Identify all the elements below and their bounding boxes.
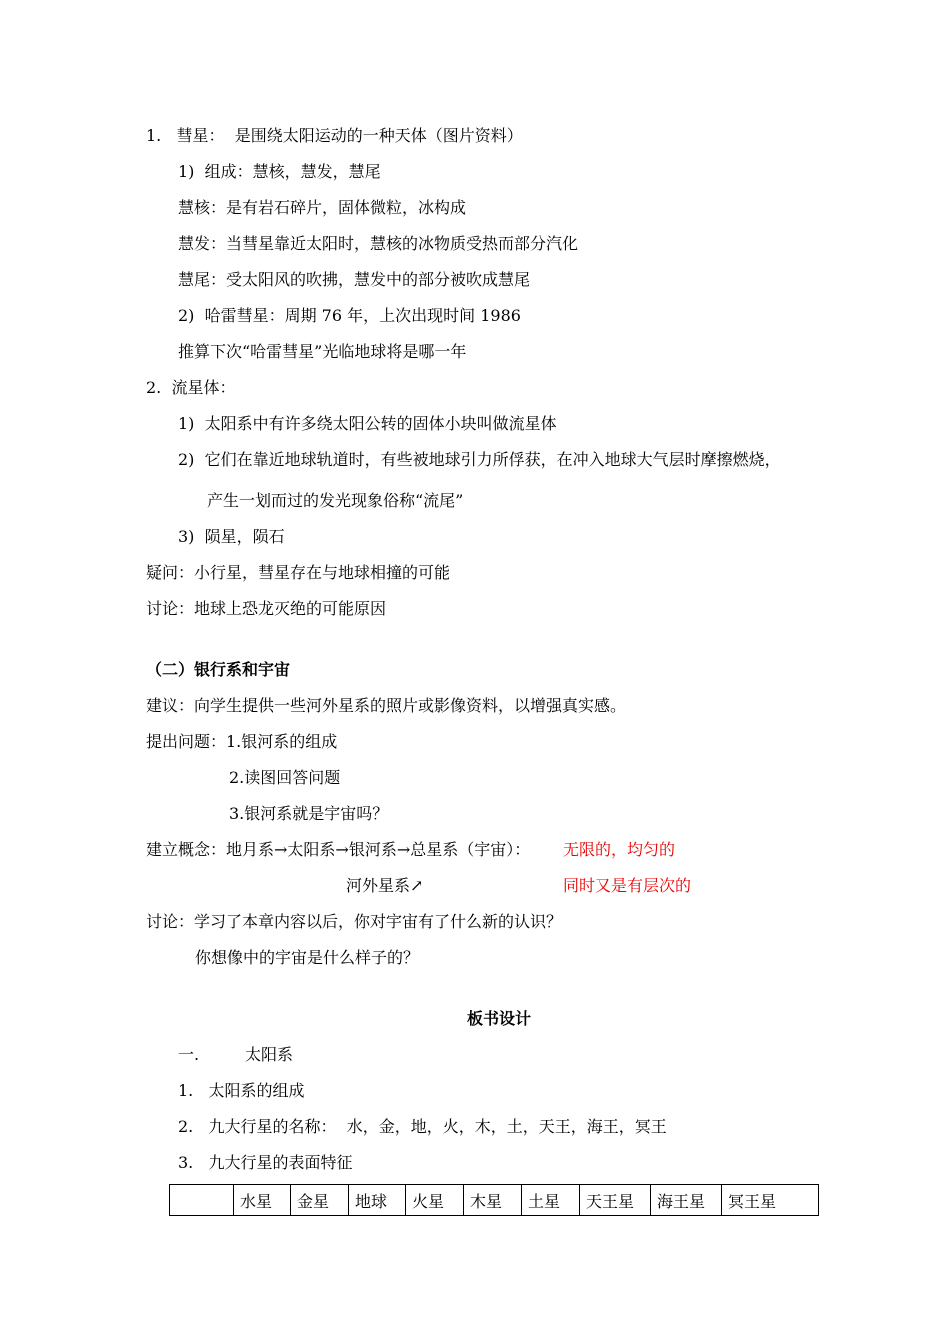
meteoroid-heading: 2. 流星体： [146,378,236,397]
extragalactic-label: 河外星系↗ [346,876,424,895]
discussion-text: 讨论：地球上恐龙灭绝的可能原因 [146,599,387,618]
discussion-2: 讨论：学习了本章内容以后，你对宇宙有了什么新的认识？ [146,912,563,931]
board-item-3: 3. 九大行星的表面特征 [178,1153,353,1172]
concept-text: 建立概念：地月系→太阳系→银河系→总星系（宇宙）： [146,840,531,859]
comet-tail: 慧尾：受太阳风的吹拂，慧发中的部分被吹成慧尾 [178,270,531,289]
board-item-2: 2. 九大行星的名称： 水，金，地，火，木，土，天王，海王，冥王 [178,1117,667,1136]
planet-table [169,1184,819,1216]
halley-comet: 2) 哈雷彗星：周期 76 年，上次出现时间 1986 [178,306,521,325]
comet-composition: 1) 组成：慧核，慧发，慧尾 [178,162,381,181]
board-section-number: 一. [178,1045,200,1064]
table-cell: 木星 [464,1185,522,1216]
table-cell: 海王星 [651,1185,722,1216]
board-title: 板书设计 [467,1009,532,1028]
meteoroid-item-2: 2) 它们在靠近地球轨道时，有些被地球引力所俘获，在冲入地球大气层时摩擦燃烧， [178,450,781,469]
suggestion-text: 建议：向学生提供一些河外星系的照片或影像资料，以增强真实感。 [146,696,627,715]
board-item-1: 1. 太阳系的组成 [178,1081,305,1100]
board-section-title: 太阳系 [245,1045,294,1064]
table-cell: 地球 [349,1185,406,1216]
meteoroid-item-2-continued: 产生一划而过的发光现象俗称“流尾” [207,491,464,510]
table-cell: 土星 [522,1185,580,1216]
question-text: 疑问：小行星，彗星存在与地球相撞的可能 [146,563,451,582]
table-cell: 冥王星 [722,1185,819,1216]
discussion-2-continued: 你想像中的宇宙是什么样子的？ [195,948,420,967]
table-cell: 天王星 [580,1185,651,1216]
table-cell: 火星 [406,1185,464,1216]
comet-nucleus: 慧核：是有岩石碎片，固体微粒，冰构成 [178,198,467,217]
concept-highlight-1: 无限的，均匀的 [563,840,676,859]
question-2: 2.读图回答问题 [229,768,341,787]
halley-question: 推算下次“哈雷彗星”光临地球将是哪一年 [178,342,467,361]
comet-heading: 1. 彗星： 是围绕太阳运动的一种天体（图片资料） [146,126,523,145]
table-cell [170,1185,234,1216]
question-3: 3.银河系就是宇宙吗？ [229,804,389,823]
table-header-row [170,1185,819,1216]
meteoroid-item-1: 1) 太阳系中有许多绕太阳公转的固体小块叫做流星体 [178,414,557,433]
table-cell: 金星 [291,1185,349,1216]
concept-highlight-2: 同时又是有层次的 [563,876,692,895]
questions-label: 提出问题：1.银河系的组成 [146,732,338,751]
meteoroid-item-3: 3) 陨星，陨石 [178,527,285,546]
galaxy-heading: （二）银行系和宇宙 [146,660,291,679]
comet-coma: 慧发：当彗星靠近太阳时，慧核的冰物质受热而部分汽化 [178,234,579,253]
table-cell: 水星 [234,1185,291,1216]
